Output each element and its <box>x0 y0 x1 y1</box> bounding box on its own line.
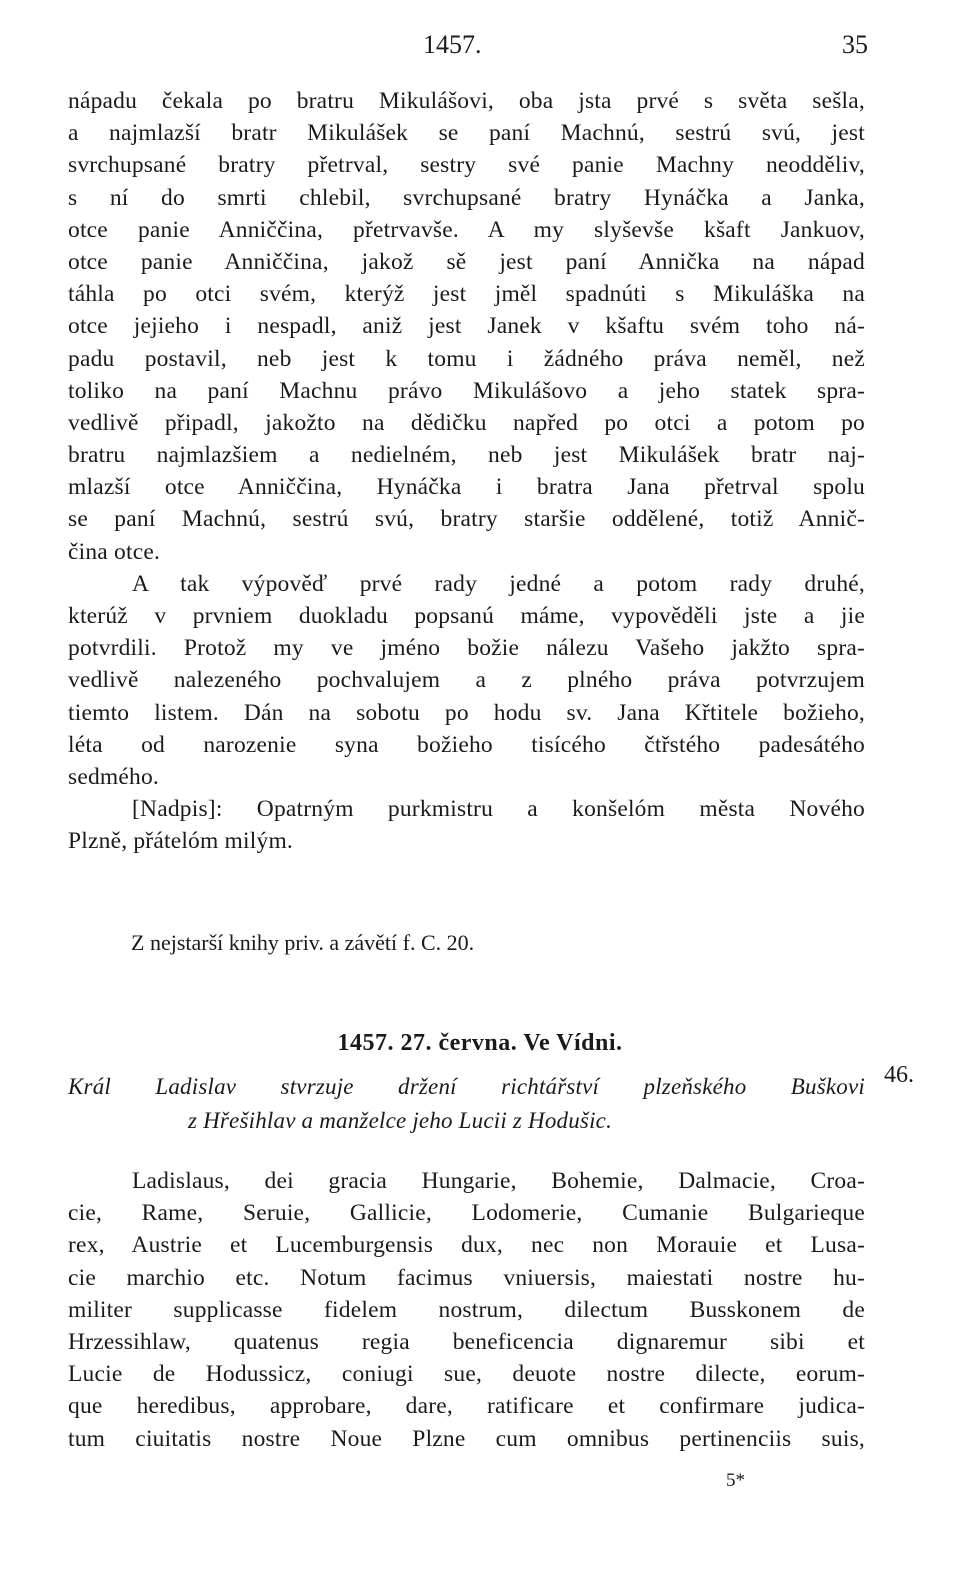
running-head-year: 1457. <box>423 30 482 59</box>
text-line: sedmého. <box>68 763 160 790</box>
text-line: svrchupsané bratry přetrval, sestry své panie Machny neodděliv, <box>68 152 865 179</box>
address-line: Plzně, přátelóm milým. <box>68 828 293 855</box>
text-line: táhla po otci svém, kterýž jest jměl spadnúti s Mikuláška na <box>68 281 865 308</box>
document-number: 46. <box>884 1062 914 1088</box>
text-line: que heredibus, approbare, dare, ratificare et confirmare judica- <box>68 1393 865 1420</box>
text-line: padu postavil, neb jest k tomu i žádného práva neměl, než <box>68 345 865 372</box>
text-line: Hrzessihlaw, quatenus regia beneficencia dignaremur sibi et <box>68 1328 865 1355</box>
regest-line: Král Ladislav stvrzuje držení richtářství plzeňského Buškovi <box>68 1074 865 1099</box>
address-line: [Nadpis]: Opatrným purkmistru a konšelóm města Nového <box>132 796 865 823</box>
text-line: rex, Austrie et Lucemburgensis dux, nec non Morauie et Lusa- <box>68 1232 865 1259</box>
text-line: mlazší otce Anniččina, Hynáčka i bratra Jana přetrval spolu <box>68 474 865 501</box>
page-number: 35 <box>842 30 868 59</box>
text-line: militer supplicasse fidelem nostrum, dilectum Busskonem de <box>68 1296 865 1323</box>
text-line: toliko na paní Machnu právo Mikulášovo a jeho statek spra- <box>68 377 865 404</box>
text-line: se paní Machnú, sestrú svú, bratry staršie oddělené, totiž Annič- <box>68 506 865 533</box>
text-line: otce jejieho i nespadl, aniž jest Janek v kšaftu svém toho ná- <box>68 313 865 340</box>
text-line: a najmlazší bratr Mikulášek se paní Machnú, sestrú svú, jest <box>68 120 865 147</box>
signature-mark: 5* <box>726 1470 745 1491</box>
regest-line: z Hřešihlav a manželce jeho Lucii z Hodušic. <box>188 1108 613 1133</box>
latin-charter-text <box>68 1165 865 1455</box>
regest <box>68 1070 865 1138</box>
running-head <box>68 30 868 70</box>
text-line: nápadu čekala po bratru Mikulášovi, oba jsta prvé s světa sešla, <box>68 88 865 114</box>
text-line: vedlivě připadl, jakožto na dědičku napřed po otci a potom po <box>68 409 865 436</box>
text-line: léta od narozenie syna božieho tisícého čtřstého padesátého <box>68 731 865 758</box>
text-line: čina otce. <box>68 538 161 565</box>
text-line: tiemto listem. Dán na sobotu po hodu sv. Jana Křtitele božieho, <box>68 699 865 726</box>
text-line: vedlivě nalezeného pochvalujem a z plného práva potvrzujem <box>68 667 865 694</box>
continuation-paragraphs <box>68 85 865 858</box>
text-line: cie, Rame, Seruie, Gallicie, Lodomerie, Cumanie Bulgarieque <box>68 1200 865 1227</box>
text-line: bratru najmlazšiem a nedielném, neb jest Mikulášek bratr naj- <box>68 442 865 469</box>
text-line: tum ciuitatis nostre Noue Plzne cum omnibus pertinenciis suis, <box>68 1425 865 1452</box>
text-line: kterúž v prvniem duokladu popsanú máme, vypověděli jste a jie <box>68 603 865 629</box>
text-line: s ní do smrti chlebil, svrchupsané bratry Hynáčka a Janka, <box>68 184 865 211</box>
text-line: otce panie Anniččina, jakož sě jest paní Annička na nápad <box>68 248 865 275</box>
text-line: cie marchio etc. Notum facimus vniuersis, maiestati nostre hu- <box>68 1264 865 1291</box>
source-note: Z nejstarší knihy priv. a závětí f. C. 20. <box>131 930 475 955</box>
text-line: Ladislaus, dei gracia Hungarie, Bohemie, Dalmacie, Croa- <box>132 1168 865 1194</box>
text-line: otce panie Anniččina, přetrvavše. A my slyševše kšaft Jankuov, <box>68 216 865 243</box>
text-line: potvrdili. Protož my ve jméno božie nálezu Vašeho jakžto spra- <box>68 635 865 662</box>
document-heading: 1457. 27. června. Ve Vídni. <box>337 1030 623 1056</box>
text-line: Lucie de Hodussicz, coniugi sue, deuote nostre dilecte, eorum- <box>68 1361 865 1388</box>
text-line: A tak výpověď prvé rady jedné a potom rady druhé, <box>132 570 865 597</box>
